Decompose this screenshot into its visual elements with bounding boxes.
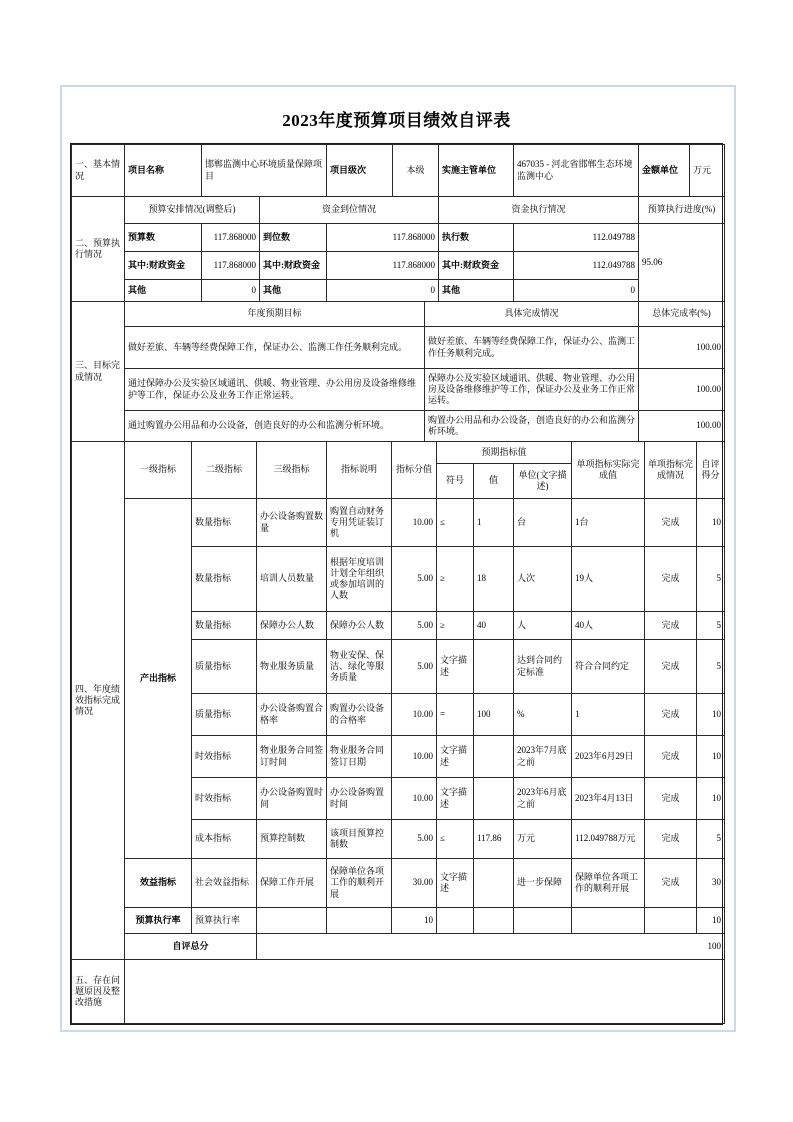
score-cell: 5.00: [392, 640, 437, 694]
value-cell: 117.86: [474, 820, 514, 859]
desc-cell: 保障单位各项工作的顺利开展: [327, 859, 392, 908]
other-value-2: 0: [327, 280, 439, 302]
score-cell: 10.00: [392, 736, 437, 778]
goal-text: 做好差旅、车辆等经费保障工作，保证办公、监测工作任务顺利完成。: [125, 327, 425, 369]
fiscal-funds-value-1: 117.868000: [202, 252, 260, 280]
value-cell: [474, 778, 514, 820]
project-name-value: 邯郸监测中心环境质量保障项目: [202, 145, 327, 197]
other-label-3: 其他: [439, 280, 514, 302]
fiscal-funds-label-1: 其中:财政资金: [125, 252, 202, 280]
self-score-cell: 5: [697, 547, 725, 612]
unit-header: 单位(文字描述): [514, 464, 572, 499]
section3-label: 三、目标完成情况: [72, 302, 125, 442]
annual-goal-header: 年度预期目标: [125, 302, 425, 327]
section2-label: 二、预算执行情况: [72, 197, 125, 302]
total-score-label: 自评总分: [125, 934, 257, 960]
level3-cell: 办公设备购置数量: [257, 499, 327, 547]
budget-rate-row: [72, 908, 725, 934]
value-cell: [474, 736, 514, 778]
desc-cell: 该项目预算控制数: [327, 820, 392, 859]
symbol-cell: 文字描述: [437, 640, 474, 694]
status-cell: 完成: [645, 736, 697, 778]
project-name-label: 项目名称: [125, 145, 202, 197]
funds-received-header: 资金到位情况: [260, 197, 439, 224]
level2-cell: 质量指标: [192, 694, 257, 736]
page-title: 2023年度预算项目绩效自评表: [282, 110, 511, 130]
fiscal-funds-value-2: 117.868000: [327, 252, 439, 280]
actual-header: 单项指标实际完成值: [572, 442, 645, 499]
fiscal-funds-label-3: 其中:财政资金: [439, 252, 514, 280]
level2-cell: 社会效益指标: [192, 859, 257, 908]
self-score-cell: 10: [697, 499, 725, 547]
status-cell: 完成: [645, 820, 697, 859]
actual-cell: 112.049788万元: [572, 820, 645, 859]
desc-cell: 物业安保、保洁、绿化等服务质量: [327, 640, 392, 694]
goal-text: 通过购置办公用品和办公设备，创造良好的办公和监测分析环境。: [125, 411, 425, 442]
other-label-1: 其他: [125, 280, 202, 302]
status-cell: 完成: [645, 547, 697, 612]
value-cell: [474, 859, 514, 908]
execution-progress-value: 95.06: [639, 224, 725, 302]
fiscal-funds-label-2: 其中:财政资金: [260, 252, 327, 280]
symbol-header: 符号: [437, 464, 474, 499]
self-score-header: 自评得分: [697, 442, 725, 499]
received-amount-value: 117.868000: [327, 224, 439, 252]
budget-amount-label: 预算数: [125, 224, 202, 252]
self-score-cell: 5: [697, 820, 725, 859]
project-level-value: 本级: [393, 145, 439, 197]
level2-cell: 成本指标: [192, 820, 257, 859]
unit-cell: 进一步保障: [514, 859, 572, 908]
other-value-3: 0: [514, 280, 639, 302]
budget-amount-value: 117.868000: [202, 224, 260, 252]
symbol-cell: 文字描述: [437, 778, 474, 820]
indicator-row: [72, 499, 725, 547]
section1-label: 一、基本情况: [72, 145, 125, 197]
status-cell: 完成: [645, 859, 697, 908]
desc-cell: 保障办公人数: [327, 612, 392, 640]
project-level-label: 项目级次: [327, 145, 393, 197]
other-value-1: 0: [202, 280, 260, 302]
budget-rate-level1-cell: 预算执行率: [125, 908, 192, 934]
unit-cell: 万元: [514, 820, 572, 859]
section-problems: [71, 959, 725, 1024]
overall-rate-header: 总体完成率(%): [639, 302, 725, 327]
section-budget-execution: [71, 196, 725, 302]
status-cell: 完成: [645, 499, 697, 547]
symbol-cell: ≥: [437, 547, 474, 612]
level3-cell: 物业服务合同签订时间: [257, 736, 327, 778]
unit-cell: 台: [514, 499, 572, 547]
symbol-cell: 文字描述: [437, 859, 474, 908]
level1-benefit-cell: 效益指标: [125, 859, 192, 908]
budget-arrangement-header: 预算安排情况(调整后): [125, 197, 260, 224]
score-cell: 5.00: [392, 612, 437, 640]
execution-progress-header: 预算执行进度(%): [639, 197, 725, 224]
unit-cell: [514, 908, 572, 934]
executed-amount-value: 112.049788: [514, 224, 639, 252]
self-score-cell: 10: [697, 694, 725, 736]
goal-text: 通过保障办公及实验区域通讯、供暖、物业管理、办公用房及设备维修维护等工作，保证办公及业务工作正常运转。: [125, 369, 425, 411]
evaluation-table: [70, 143, 723, 1025]
score-cell: 5.00: [392, 547, 437, 612]
score-cell: 30.00: [392, 859, 437, 908]
desc-cell: 物业服务合同签订日期: [327, 736, 392, 778]
score-header: 指标分值: [392, 442, 437, 499]
value-cell: [474, 908, 514, 934]
desc-cell: 购置办公设备的合格率: [327, 694, 392, 736]
section4-label: 四、年度绩效指标完成情况: [72, 442, 125, 960]
indicator-row: [72, 859, 725, 908]
score-cell: 10.00: [392, 499, 437, 547]
symbol-cell: ≥: [437, 612, 474, 640]
status-cell: 完成: [645, 640, 697, 694]
level2-cell: 数量指标: [192, 612, 257, 640]
level3-cell: 保障工作开展: [257, 859, 327, 908]
level1-header: 一级指标: [125, 442, 192, 499]
desc-cell: 根据年度培训计划全年组织或参加培训的人数: [327, 547, 392, 612]
unit-label: 实施主管单位: [439, 145, 514, 197]
total-score-value: 100: [257, 934, 725, 960]
unit-cell: 达到合同约定标准: [514, 640, 572, 694]
unit-cell: 2023年6月底之前: [514, 778, 572, 820]
level3-cell: 保障办公人数: [257, 612, 327, 640]
level3-cell: 预算控制数: [257, 820, 327, 859]
unit-cell: %: [514, 694, 572, 736]
desc-cell: [327, 908, 392, 934]
self-score-cell: 5: [697, 612, 725, 640]
level2-cell: 质量指标: [192, 640, 257, 694]
fiscal-funds-value-3: 112.049788: [514, 252, 639, 280]
actual-cell: 1台: [572, 499, 645, 547]
rate-value: 100.00: [639, 327, 725, 369]
symbol-cell: ≤: [437, 499, 474, 547]
actual-cell: 1: [572, 694, 645, 736]
section5-label: 五、存在问题原因及整改措施: [72, 960, 125, 1024]
status-cell: 完成: [645, 694, 697, 736]
symbol-cell: =: [437, 694, 474, 736]
self-score-cell: 10: [697, 736, 725, 778]
level3-cell: 物业服务质量: [257, 640, 327, 694]
section-basic-info: [71, 144, 725, 197]
unit-cell: 人次: [514, 547, 572, 612]
unit-value: 467035 - 河北省邯郸生态环境监测中心: [514, 145, 639, 197]
desc-cell: 购置自动财务专用凭证装订机: [327, 499, 392, 547]
actual-cell: 保障单位各项工作的顺利开展: [572, 859, 645, 908]
score-cell: 5.00: [392, 820, 437, 859]
value-header: 值: [474, 464, 514, 499]
symbol-cell: ≤: [437, 820, 474, 859]
received-amount-label: 到位数: [260, 224, 327, 252]
self-score-cell: 30: [697, 859, 725, 908]
symbol-cell: [437, 908, 474, 934]
rate-value: 100.00: [639, 369, 725, 411]
problems-content-cell: [125, 960, 725, 1024]
completion-text: 做好差旅、车辆等经费保障工作，保证办公、监测工作任务顺利完成。: [425, 327, 639, 369]
actual-cell: 40人: [572, 612, 645, 640]
value-cell: [474, 640, 514, 694]
completion-text: 购置办公用品和办公设备，创造良好的办公和监测分析环境。: [425, 411, 639, 442]
amount-unit-value: 万元: [690, 145, 725, 197]
amount-unit-label: 金额单位: [639, 145, 690, 197]
score-cell: 10: [392, 908, 437, 934]
budget-rate-level2-cell: 预算执行率: [192, 908, 257, 934]
level3-cell: 办公设备购置时间: [257, 778, 327, 820]
level3-cell: [257, 908, 327, 934]
actual-cell: 19人: [572, 547, 645, 612]
section-goal-completion: [71, 301, 725, 442]
value-cell: 18: [474, 547, 514, 612]
other-label-2: 其他: [260, 280, 327, 302]
self-score-cell: 5: [697, 640, 725, 694]
actual-cell: 2023年4月13日: [572, 778, 645, 820]
level2-cell: 时效指标: [192, 736, 257, 778]
value-cell: 1: [474, 499, 514, 547]
funds-executed-header: 资金执行情况: [439, 197, 639, 224]
self-score-cell: 10: [697, 908, 725, 934]
actual-cell: 符合合同约定: [572, 640, 645, 694]
section-performance-indicators: [71, 441, 725, 960]
desc-header: 指标说明: [327, 442, 392, 499]
desc-cell: 办公设备购置时间: [327, 778, 392, 820]
status-cell: [645, 908, 697, 934]
executed-amount-label: 执行数: [439, 224, 514, 252]
unit-cell: 2023年7月底之前: [514, 736, 572, 778]
score-cell: 10.00: [392, 778, 437, 820]
value-cell: 100: [474, 694, 514, 736]
status-cell: 完成: [645, 612, 697, 640]
expected-value-group-header: 预期指标值: [437, 442, 572, 464]
actual-cell: [572, 908, 645, 934]
level3-cell: 培训人员数量: [257, 547, 327, 612]
score-cell: 10.00: [392, 694, 437, 736]
actual-cell: 2023年6月29日: [572, 736, 645, 778]
level2-cell: 数量指标: [192, 499, 257, 547]
completion-header: 具体完成情况: [425, 302, 639, 327]
symbol-cell: 文字描述: [437, 736, 474, 778]
level1-output-cell: 产出指标: [125, 499, 192, 859]
value-cell: 40: [474, 612, 514, 640]
level2-header: 二级指标: [192, 442, 257, 499]
level2-cell: 数量指标: [192, 547, 257, 612]
unit-cell: 人: [514, 612, 572, 640]
rate-value: 100.00: [639, 411, 725, 442]
self-score-cell: 10: [697, 778, 725, 820]
status-header: 单项指标完成情况: [645, 442, 697, 499]
level3-header: 三级指标: [257, 442, 327, 499]
status-cell: 完成: [645, 778, 697, 820]
total-score-row: [72, 934, 725, 960]
level3-cell: 办公设备购置合格率: [257, 694, 327, 736]
completion-text: 保障办公及实验区域通讯、供暖、物业管理、办公用房及设备维修维护等工作，保证办公及业务工作正常运转。: [425, 369, 639, 411]
level2-cell: 时效指标: [192, 778, 257, 820]
